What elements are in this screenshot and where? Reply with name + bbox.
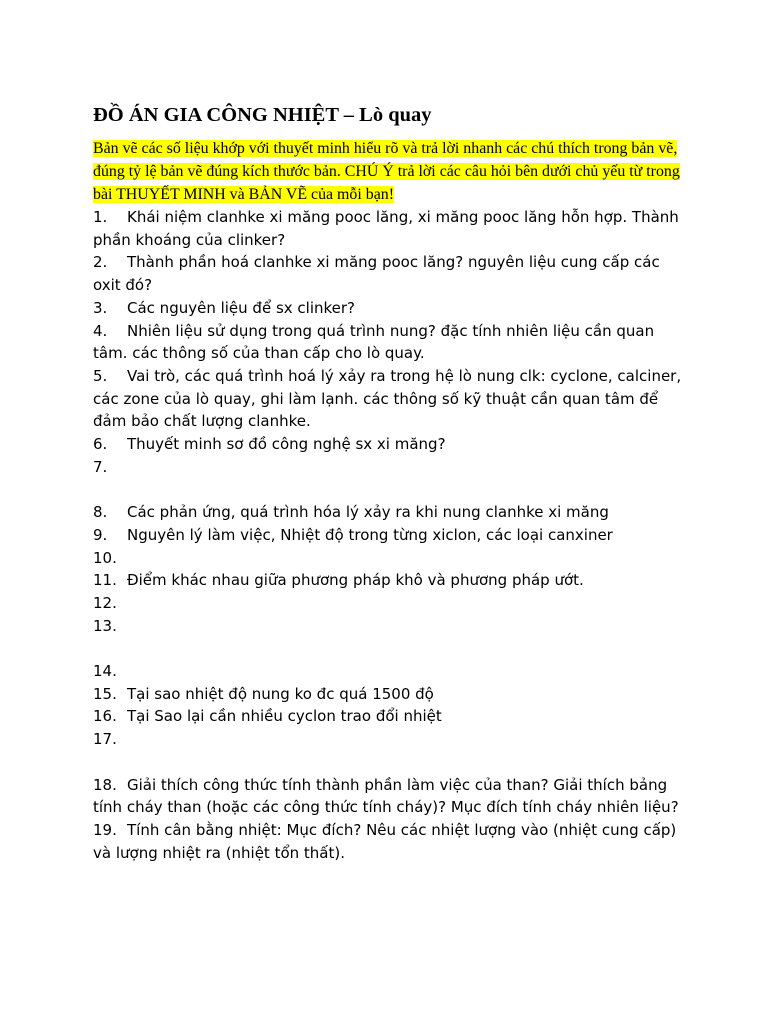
highlighted-instructions-text: Bản vẽ các số liệu khớp với thuyết minh hiểu rõ và trả lời nhanh các chú thích trong bản vẽ, đúng tỷ lệ bản vẽ đúng kích thước bản. CHÚ Ý trả lời các câu hỏi bên dưới chủ yếu từ trong bài THUYẾT MINH và BẢN VẼ của mỗi bạn! [93, 140, 680, 203]
question-text: Nhiên liệu sử dụng trong quá trình nung? đặc tính nhiên liệu cần quan tâm. các thông số của than cấp cho lò quay. [93, 321, 659, 363]
question-text: Khái niệm clanhke xi măng pooc lăng, xi măng pooc lăng hỗn hợp. Thành phần khoáng của clinker? [93, 208, 684, 249]
question-number: 8. [93, 503, 108, 522]
question-item [93, 705, 683, 728]
document-page [93, 100, 686, 864]
question-number: 6. [93, 435, 108, 454]
question-text: Thuyết minh sơ đồ công nghệ sx xi măng? [127, 435, 446, 454]
question-number: 4. [93, 321, 108, 340]
question-item [93, 728, 683, 751]
question-text: Vai trò, các quá trình hoá lý xảy ra trong hệ lò nung clk: cyclone, calciner, các zone của lò quay, ghi làm lạnh. các thông số kỹ thuật cần quan tâm để đảm bảo chất lượng clanhke. [93, 366, 686, 431]
question-text: Thành phần hoá clanhke xi măng pooc lăng? nguyên liệu cung cấp các oxit đó? [93, 253, 665, 295]
question-number: 5. [93, 366, 108, 385]
question-number: 11. [93, 571, 117, 590]
question-item [93, 615, 683, 638]
question-number: 16. [93, 707, 117, 726]
question-item [93, 320, 683, 365]
question-number: 14. [93, 662, 117, 681]
question-number: 15. [93, 684, 117, 703]
question-item [93, 683, 683, 706]
question-number: 9. [93, 525, 108, 544]
question-list [93, 206, 686, 864]
question-item [93, 365, 686, 433]
question-text: Các phản ứng, quá trình hóa lý xảy ra khi nung clanhke xi măng [127, 503, 609, 522]
question-number: 1. [93, 208, 108, 226]
question-item [93, 569, 683, 592]
question-item [93, 547, 683, 570]
question-text: Điểm khác nhau giữa phương pháp khô và phương pháp ướt. [127, 571, 584, 590]
question-number: 10. [93, 548, 117, 567]
question-number: 17. [93, 730, 117, 749]
question-text: Các nguyên liệu để sx clinker? [127, 298, 356, 317]
document-title: ĐỒ ÁN GIA CÔNG NHIỆT – Lò quay [93, 104, 432, 126]
question-number: 19. [93, 820, 117, 839]
question-number: 2. [93, 253, 108, 272]
question-item [93, 501, 683, 524]
question-item [93, 774, 683, 819]
question-text: Giải thích công thức tính thành phần làm việc của than? Giải thích bảng tính cháy than (hoặc các công thức tính cháy)? Mục đích tính cháy nhiên liệu? [93, 775, 679, 817]
question-number: 12. [93, 593, 117, 612]
question-number: 13. [93, 616, 117, 635]
question-text: Tại Sao lại cần nhiều cyclon trao đổi nhiệt [127, 707, 442, 726]
question-item [93, 206, 683, 251]
question-number: 3. [93, 298, 108, 317]
question-item [93, 297, 683, 320]
question-number: 7. [93, 457, 108, 476]
question-number: 18. [93, 775, 117, 794]
question-item [93, 819, 683, 864]
question-item [93, 524, 683, 547]
highlighted-instructions [93, 137, 683, 206]
question-item [93, 660, 683, 683]
question-item [93, 592, 683, 615]
question-text: Nguyên lý làm việc, Nhiệt độ trong từng xiclon, các loại canxiner [127, 525, 613, 544]
question-item [93, 456, 683, 479]
question-item [93, 433, 683, 456]
question-item [93, 251, 683, 296]
question-text: Tính cân bằng nhiệt: Mục đích? Nêu các nhiệt lượng vào (nhiệt cung cấp) và lượng nhiệt ra (nhiệt tổn thất). [93, 820, 682, 862]
question-text: Tại sao nhiệt độ nung ko đc quá 1500 độ [127, 684, 434, 703]
